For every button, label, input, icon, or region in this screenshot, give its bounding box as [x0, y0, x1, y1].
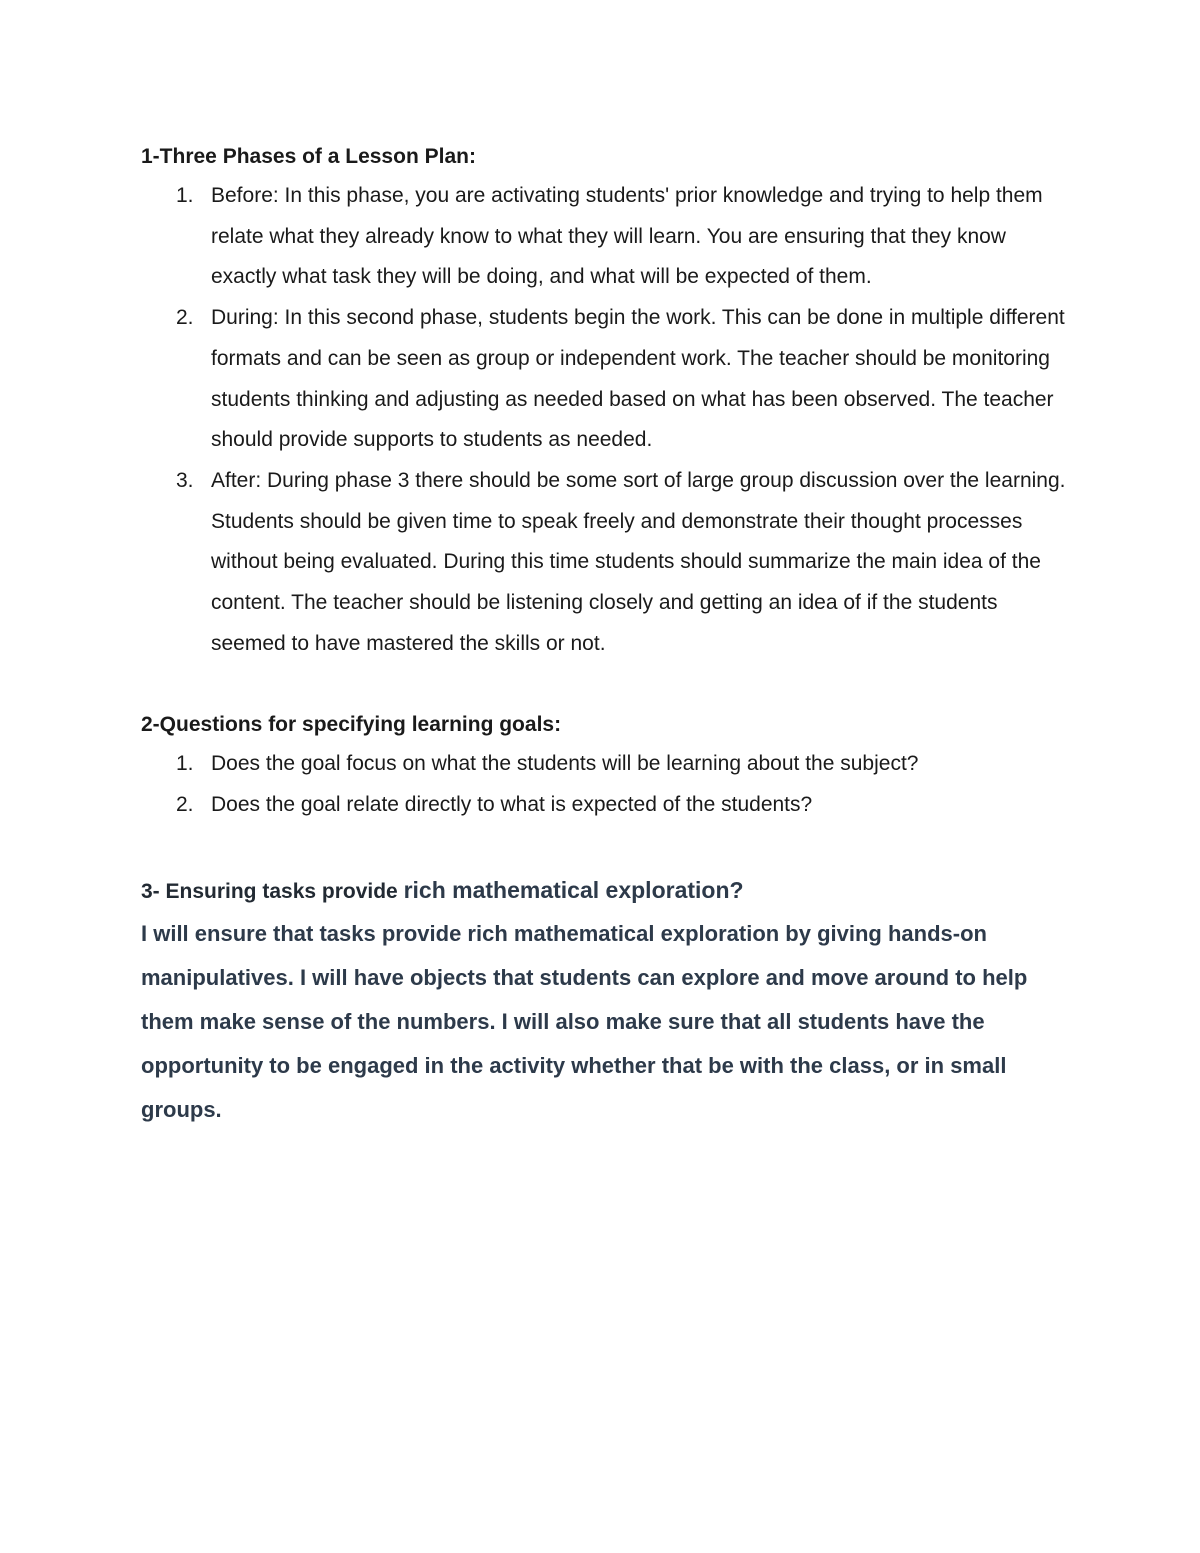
- list-item-number: 3.: [176, 468, 194, 492]
- list-item-text: Does the goal relate directly to what is expected of the students?: [211, 793, 813, 817]
- list-item: [141, 744, 1071, 785]
- list-item: [141, 785, 1071, 826]
- document-content: [141, 140, 1071, 1132]
- list-item-text: After: During phase 3 there should be some sort of large group discussion over the learning. Students should be given time to speak freely and demonstrate their thought processes without being evaluated. During this time students should summarize the main idea of the content. The teacher should be listening closely and getting an idea of if the students seemed to have mastered the skills or not.: [211, 468, 1066, 655]
- list-item-number: 1.: [176, 752, 194, 776]
- list-item-number: 2.: [176, 306, 194, 330]
- list-item-text: Does the goal focus on what the students will be learning about the subject?: [211, 752, 919, 776]
- questions-list: [141, 744, 1071, 825]
- list-item-text: Before: In this phase, you are activating students' prior knowledge and trying to help them relate what they already know to what they will learn. You are ensuring that they know exactly what task they will be doing, and what will be expected of them.: [211, 184, 1043, 289]
- section-lesson-plan-phases: [141, 140, 1071, 664]
- list-item: [141, 176, 1071, 298]
- list-item-number: 1.: [176, 184, 194, 207]
- section3-answer: I will ensure that tasks provide rich mathematical exploration by giving hands-on manipulatives. I will have objects that students can explore and move around to help them make sense of the numbers. I will also make sure that all students have the opportunity to be engaged in the activity whether that be with the class, or in small groups.: [141, 920, 1028, 1122]
- section1-heading: 1-Three Phases of a Lesson Plan:: [141, 145, 476, 168]
- section-math-exploration: [141, 870, 1071, 1132]
- list-item-number: 2.: [176, 793, 194, 817]
- phases-list: [141, 176, 1071, 664]
- section3-heading-emphasis: rich mathematical exploration?: [403, 876, 744, 903]
- list-item-text: During: In this second phase, students begin the work. This can be done in multiple different formats and can be seen as group or independent work. The teacher should be monitoring students thinking and adjusting as needed based on what has been observed. The teacher should provide supports to students as needed.: [211, 306, 1065, 452]
- section2-heading: 2-Questions for specifying learning goals:: [141, 713, 562, 737]
- list-item: [141, 298, 1071, 461]
- section3-heading-prefix: 3- Ensuring tasks provide: [141, 879, 404, 903]
- section3-heading: [141, 870, 1071, 912]
- list-item: [141, 461, 1071, 665]
- section-learning-goals: [141, 708, 1071, 825]
